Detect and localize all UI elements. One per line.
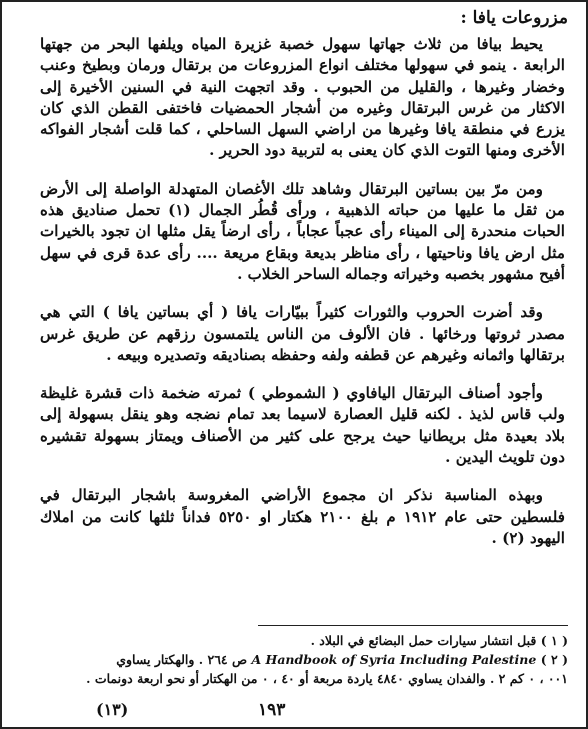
paragraph-1: يحيط بيافا من ثلاث جهاتها سهول خصبة غزيرة المياه ويلفها البحر من جهتها الرابعة . ينمو في سهولها مختلف انواع المزروعات من برتقال ورمان وبطيخ وعنب وخضار وغيرها ، والقليل من الحبوب . وقد اتجهت النية في السنين الأخيرة إلى الاكثار من غرس البرتقال وغيره من أشجار الحمضيات فاختفى القطن الذي كان يزرع في منطقة يافا وغيرها من اراضي السهل الساحلي ، كما قلت أشجار الفواكه الأخرى ومنها التوت الذي كان يعنى به لتربية دود الحرير . bbox=[40, 35, 565, 160]
footnote-2-text: ص ٢٦٤ . والهكتار يساوي bbox=[116, 652, 248, 667]
page-number-secondary: (١٣) bbox=[96, 700, 129, 719]
footnote-2-continued: ٠٠١ ، ٠ كم ٢ . والفدان يساوي ٤٨٤٠ ياردة مربعة أو ٤٠ ، ٠ من الهكتار أو نحو اربعة دونمات . bbox=[86, 671, 568, 686]
footnote-divider bbox=[258, 625, 568, 626]
footnote-2-book-title: A Handbook of Syria Including Palestine bbox=[251, 652, 537, 667]
paragraph-5: وبهذه المناسبة نذكر ان مجموع الأراضي المغروسة باشجار البرتقال في فلسطين حتى عام ١٩١٢ م بلغ ٢١٠٠ هكتار او ٥٢٥٠ فداناً ثلثها كانت من املاك اليهود (٢) . bbox=[40, 486, 565, 547]
body-text bbox=[40, 34, 565, 549]
paragraph-4: وأجود أصناف البرتقال اليافاوي ( الشموطي ) ثمرته ضخمة ذات قشرة غليظة ولب قاس لذيذ . لكنه قليل العصارة لاسيما بعد تمام نضجه وهو ينقل بسهولة إلى بلاد بعيدة مثل بريطانيا حيث يرجح على كثير من الأصناف ويمتاز بسهولة تقشيره دون تلويث اليدين . bbox=[40, 384, 565, 467]
paragraph-2: ومن مرّ بين بساتين البرتقال وشاهد تلك الأغصان المتهدلة الواصلة إلى الأرض من ثقل ما عليها من حباته الذهبية ، ورأى قُطُر الجمال (١) تحمل صناديق هذه الحبات منحدرة إلى الميناء رأى عجباً عجاباً ، رأى ارضاً يقل مثلها ان تجود بالخيرات مثل ارض يافا وناحيتها ، رأى مناظر بديعة وبقاع مريعة .... رأى عدة قرى في سهل أفيح مشهور بخصبه وخيراته وجماله الساحر الخلاب . bbox=[40, 179, 565, 283]
page-numbers bbox=[0, 700, 588, 724]
page-number-main: ١٩٣ bbox=[258, 700, 286, 720]
footnote-2-marker: ( ٢ ) bbox=[540, 652, 568, 667]
paragraph-3: وقد أضرت الحروب والثورات كثيراً ببيّارات يافا ( أي بساتين يافا ) التي هي مصدر ثروتها ورخائها . فان الألوف من الناس يلتمسون رزقهم عن طريق غرس برتقالها واثمانه وغيرهم عن قطفه ولفه وحفظه بصناديقه وتصديره وبيعه . bbox=[40, 303, 565, 364]
footnotes bbox=[30, 631, 568, 688]
footnote-2 bbox=[30, 650, 568, 669]
footnote-1: ( ١ ) قبل انتشار سيارات حمل البضائع في البلاد . bbox=[310, 633, 568, 648]
section-heading: مزروعات يافا : bbox=[460, 8, 568, 28]
